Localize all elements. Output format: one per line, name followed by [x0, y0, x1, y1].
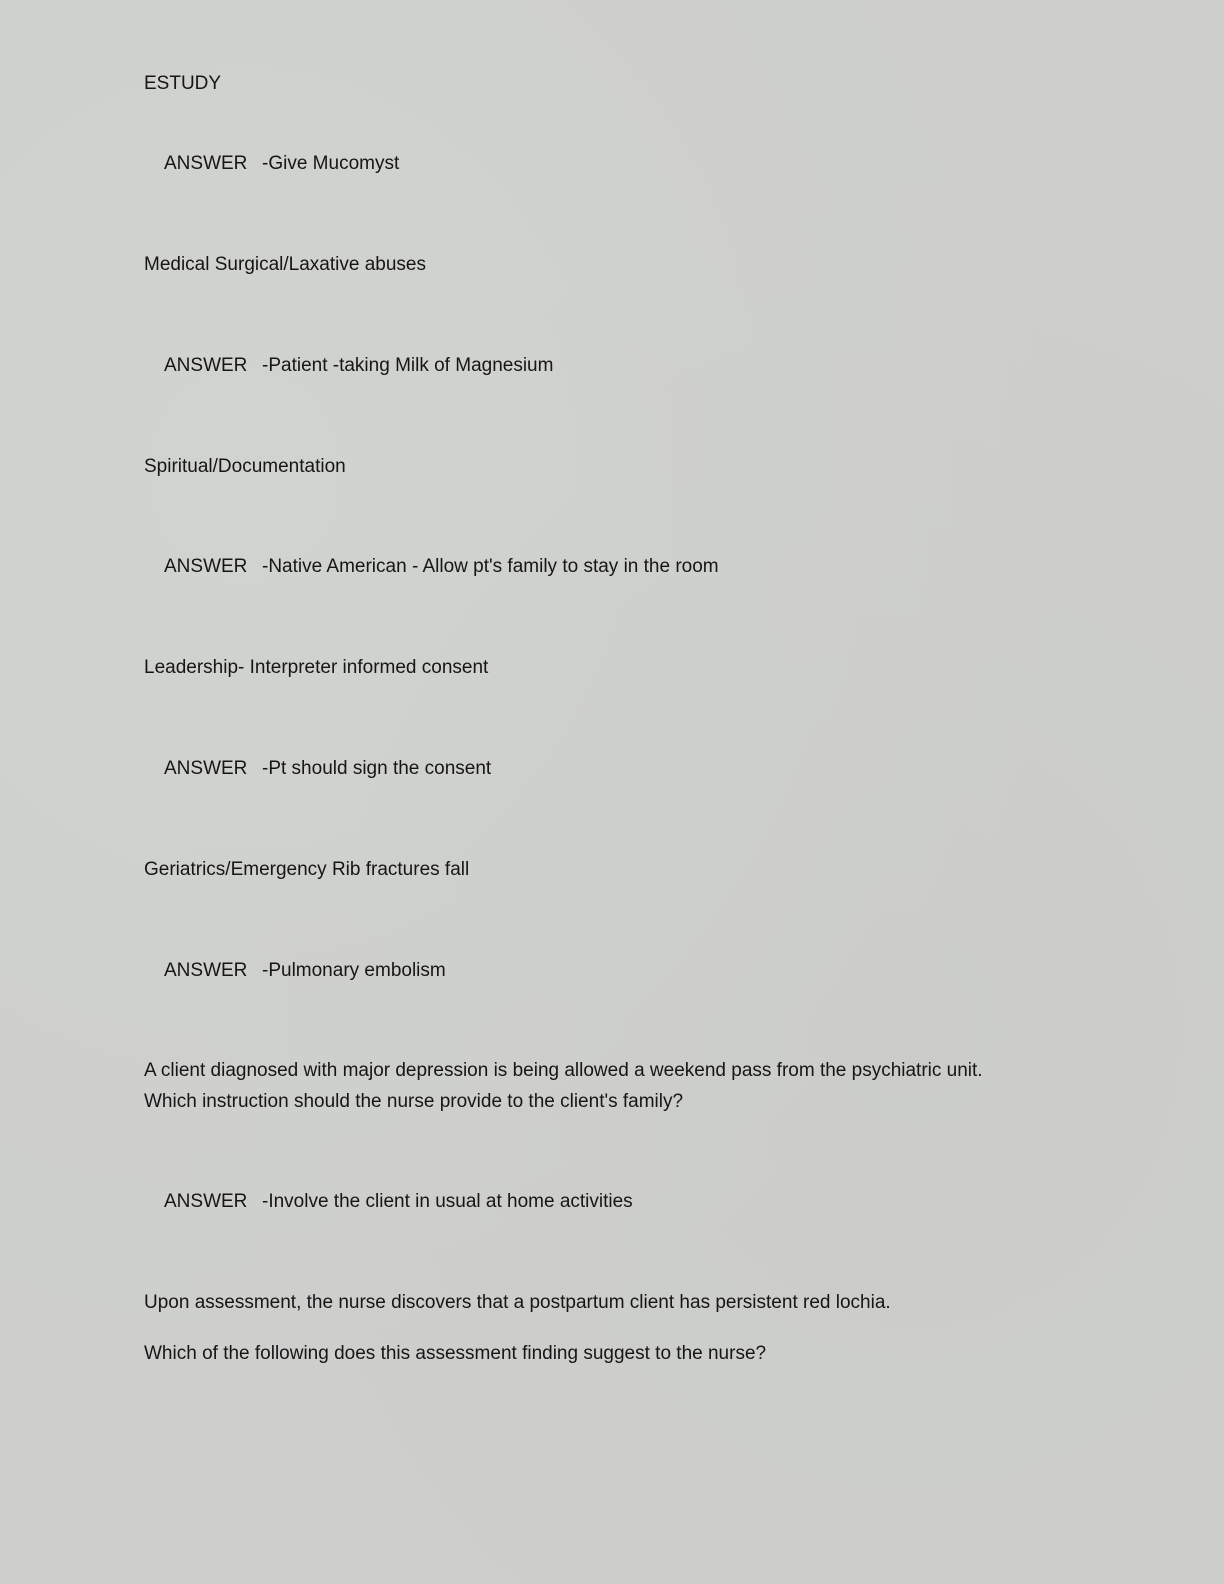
final-question-line-2: Which of the following does this assessment finding suggest to the nurse? — [144, 1343, 767, 1364]
answer-line — [164, 350, 553, 381]
question-line: Which instruction should the nurse provide to the client's family? — [144, 1091, 684, 1112]
answer-line — [164, 148, 399, 179]
answer-text: -Pt should sign the consent — [262, 758, 492, 779]
answer-label: ANSWER — [164, 960, 248, 981]
final-question-line-1: Upon assessment, the nurse discovers that a postpartum client has persistent red lochia. — [144, 1292, 891, 1313]
answer-label: ANSWER — [164, 758, 248, 779]
question-line: Spiritual/Documentation — [144, 456, 346, 477]
answer-text: -Involve the client in usual at home activities — [262, 1191, 633, 1212]
answer-label: ANSWER — [164, 1191, 248, 1212]
question-line: Medical Surgical/Laxative abuses — [144, 254, 426, 275]
question-line: Leadership- Interpreter informed consent — [144, 657, 489, 678]
question-line: A client diagnosed with major depression is being allowed a weekend pass from the psychiatric unit. — [144, 1060, 983, 1081]
answer-text: -Patient -taking Milk of Magnesium — [262, 355, 554, 376]
answer-label: ANSWER — [164, 556, 248, 577]
answer-text: -Pulmonary embolism — [262, 960, 446, 981]
answer-text: -Give Mucomyst — [262, 153, 400, 174]
answer-line — [164, 1186, 633, 1217]
answer-label: ANSWER — [164, 153, 248, 174]
question-line: Geriatrics/Emergency Rib fractures fall — [144, 859, 470, 880]
answer-line — [164, 753, 491, 784]
answer-line — [164, 551, 719, 582]
answer-line — [164, 955, 446, 986]
document-header: ESTUDY — [144, 73, 222, 94]
answer-label: ANSWER — [164, 355, 248, 376]
answer-text: -Native American - Allow pt's family to stay in the room — [262, 556, 719, 577]
